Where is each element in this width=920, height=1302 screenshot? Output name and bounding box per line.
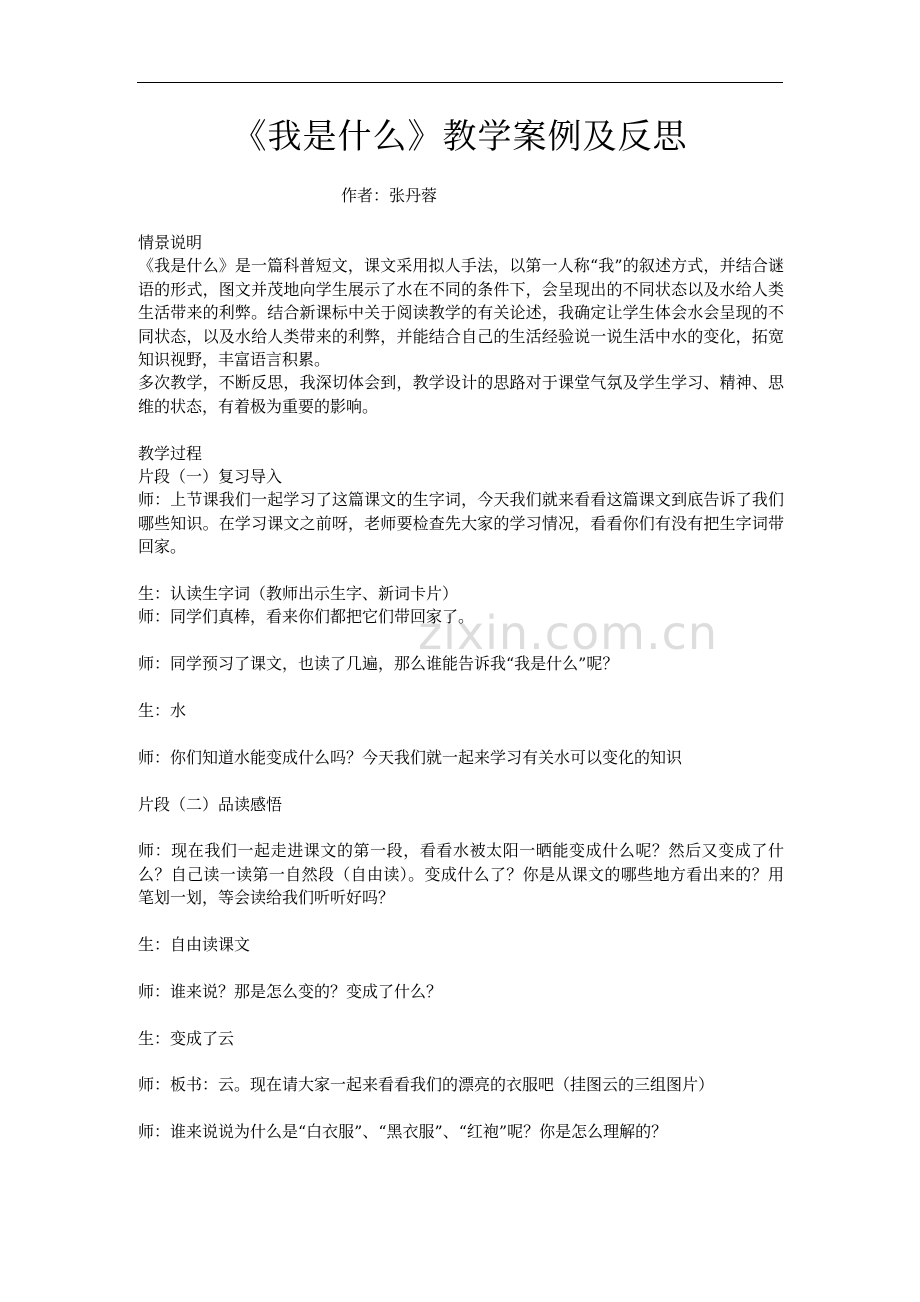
dialogue-line: 师：板书：云。现在请大家一起来看看我们的漂亮的衣服吧（挂图云的三组图片） — [138, 1075, 715, 1095]
dialogue-line: 生：认读生字词（教师出示生字、新词卡片） — [138, 584, 459, 604]
header-rule — [137, 82, 783, 83]
dialogue-line: 生：水 — [138, 701, 187, 721]
dialogue-line: 师：同学预习了课文，也读了几遍，那么谁能告诉我“我是什么”呢？ — [138, 654, 619, 674]
section-heading-situation: 情景说明 — [138, 233, 203, 252]
body-paragraph: 《我是什么》是一篇科普短文，课文采用拟人手法，以第一人称“我”的叙述方式，并结合谜语的形式，图文并茂地向学生展示了水在不同的条件下，会呈现出的不同状态以及水给人类生活带来的利弊。结合新课标中关于阅读教学的有关论述，我确定让学生体会水会呈现的不同状态，以及水给人类带来的利弊，并能结合自己的生活经验说一说生活中水的变化，拓宽知识视野，丰富语言积累。 — [138, 256, 784, 370]
dialogue-line: 师：现在我们一起走进课文的第一段，看看水被太阳一晒能变成什么呢？然后又变成了什么？自己读一读第一自然段（自由读）。变成什么了？你是从课文的哪些地方看出来的？用笔划一划，等会读给我们听听好吗？ — [138, 841, 784, 908]
dialogue-line: 师：你们知道水能变成什么吗？今天我们就一起来学习有关水可以变化的知识 — [138, 747, 683, 767]
dialogue-line: 师：谁来说？那是怎么变的？变成了什么？ — [138, 981, 443, 1001]
watermark: zixin.com.cn — [418, 606, 719, 660]
dialogue-line: 生：变成了云 — [138, 1028, 235, 1048]
dialogue-line: 生：自由读课文 — [138, 935, 251, 955]
author-line: 作者：张丹蓉 — [341, 186, 438, 205]
document-title: 《我是什么》教学案例及反思 — [232, 117, 688, 157]
document-body — [138, 231, 784, 1144]
dialogue-line: 师：同学们真棒，看来你们都把它们带回家了。 — [138, 607, 475, 627]
dialogue-line: 师：上节课我们一起学习了这篇课文的生字词，今天我们就来看看这篇课文到底告诉了我们哪些知识。在学习课文之前呀，老师要检查先大家的学习情况，看看你们有没有把生字词带回家。 — [138, 490, 784, 557]
segment-heading: 片段（一）复习导入 — [138, 467, 283, 487]
body-paragraph: 多次教学，不断反思，我深切体会到，教学设计的思路对于课堂气氛及学生学习、精神、思维的状态，有着极为重要的影响。 — [138, 373, 784, 416]
section-heading-process: 教学过程 — [138, 443, 203, 463]
segment-heading: 片段（二）品读感悟 — [138, 794, 283, 814]
dialogue-line: 师：谁来说说为什么是“白衣服”、“黑衣服”、“红袍”呢？你是怎么理解的？ — [138, 1122, 668, 1142]
